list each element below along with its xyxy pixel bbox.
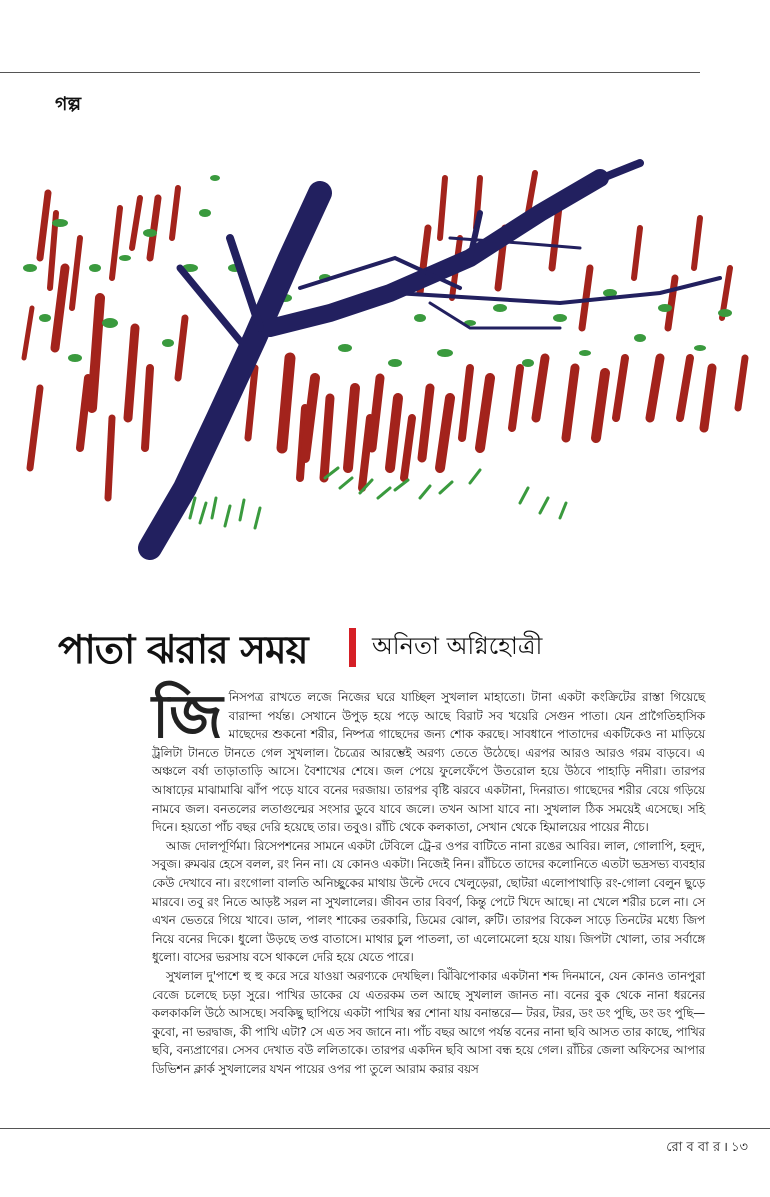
section-label-main: গল bbox=[55, 93, 82, 115]
article-author: অনিতা অগ্নিহোত্রী bbox=[372, 632, 543, 660]
paragraph-2: আজ দোলপূর্ণিমা। রিসেপশনের সামনে একটা টেবিলে ট্রে-র ওপর বাটিতে নানা রঙের আবির। লাল, গোলাপি, হলুদ, সবুজ। রুমঝর হেসে বলল, রং নিন না। যে কোনও একটা। নিজেই নিন। রাঁচিতে তাদের কলোনিতে এতটা ভদ্রসভ্য ব্যবহার কেউ দেখাবে না। রংগোলা বালতি অনিচ্ছুকের মাথায় উল্টে দেবে খেলুড়েরা, ছোটরা এলোপাথাড়ি রং-গোলা বেলুন ছুড়ে মারবে। তবু রং নিতে আড়ষ্ট সরল না সুখলালের। জীবন তার বিবর্ণ, কিন্তু পেটে খিদে আছে। না খেলে শরীর চলে না। সে এখন ভেতরে গিয়ে খাবে। ডাল, পালং শাকের তরকারি, ডিমের ঝোল, রুটি। তারপর বিকেল সাড়ে তিনটের মধ্যে জিপ নিয়ে বনের দিকে। ধুলো উড়ছে তপ্ত বাতাসে। মাথার চুল পাতলা, তা এলোমেলো হয়ে যায়। জিপটা খোলা, তার সর্বাঙ্গে ধুলো। বাসের ভরসায় বসে থাকলে দেরি হয়ে যেতে পারে। bbox=[152, 838, 705, 965]
green-brush-dabs bbox=[23, 175, 732, 367]
footer-separator: । bbox=[723, 1140, 729, 1155]
paragraph-1-text: নিসপত্র রাখতে লজে নিজের ঘরে যাচ্ছিল সুখলাল মাহাতো। টানা একটা কংক্রিটের রাস্তা গিয়েছে বারান্দা পর্যন্ত। সেখানে উপুড় হয়ে পড়ে আছে বিরাট সব খয়েরি সেগুন পাতা। যেন প্রাগৈতিহাসিক মাছেদের শুকনো শরীর, নিষ্পত্র গাছেদের জন্য শোক করছে। সাবধানে পাতাদের একটিকেও না মাড়িয়ে ট্রলিটা টানতে টানতে গেল সুখলাল। চৈত্রের আরম্ভেই অরণ্য তেতে উঠেছে। এরপর আরও আরও গরম বাড়বে। এ অঞ্চলে বর্ষা তাড়াতাড়ি আসে। বৈশাখের শেষে। জল পেয়ে ফুলেফেঁপে উতরোল হয়ে উঠবে পাহাড়ি নদীরা। তারপর আষাঢ়ের মাঝামাঝি ঝাঁপ পড়ে যাবে বনের দরজায়। তারপর বৃষ্টি ঝরবে একটানা, দিনরাত। গাছেদের শরীর বেয়ে গড়িয়ে নামবে জল। বনতলের লতাগুল্মের সংসার ডুবে যাবে জলে। তখন আসা যাবে না। সুখলাল ঠিক সময়েই এসেছে। সহি দিনে। হয়তো পাঁচ বছর দেরি হয়েছে তার। তবুও। রাঁচি থেকে কলকাতা, সেখান থেকে হিমালয়ের পায়ের নীচে। bbox=[152, 690, 705, 835]
article-title: পাতা ঝরার সময় bbox=[58, 628, 308, 673]
magazine-name: রো ব বা র bbox=[666, 1140, 721, 1155]
page-footer bbox=[663, 1137, 748, 1159]
top-rule bbox=[0, 72, 700, 73]
drop-cap: জি bbox=[152, 682, 223, 752]
title-separator-bar bbox=[349, 628, 356, 667]
article-body bbox=[152, 682, 705, 1078]
story-illustration bbox=[0, 118, 770, 588]
page-number: ১৩ bbox=[731, 1140, 748, 1155]
green-grass-strokes bbox=[190, 468, 566, 528]
paragraph-3: সুখলাল দু'পাশে হু হু করে সরে যাওয়া অরণ্যকে দেখছিল। ঝিঁঝিপোকার একটানা শব্দ দিনমানে, যেন কোনও তানপুরা বেজে চলেছে চড়া সুরে। পাখির ডাকের যে এতরকম তল আছে সুখলাল জানত না। বনের বুক থেকে নানা ধরনের কলকাকলি উঠে আসছে। সবকিছু ছাপিয়ে একটা পাখির স্বর শোনা যায় বনান্তরে— টরর, টরর, ডং ডং পুছি, ডং ডং পুছি— কুবো, না ভরদ্বাজ, কী পাখি এটা? সে এত সব জানে না। পাঁচ বছর আগে পর্যন্ত বনের নানা ছবি আসত তার কাছে, পাখির ছবি, বন্যপ্রাণের। সেসব দেখাত বউ ললিতাকে। তারপর একদিন ছবি আসা বন্ধ হয়ে গেল। রাঁচির জেলা অফিসের আপার ডিভিশন ক্লার্ক সুখলালের যখন পায়ের ওপর পা তুলে আরাম করার বয়স bbox=[152, 968, 705, 1076]
blue-branches bbox=[150, 163, 720, 548]
paragraph-1 bbox=[152, 682, 705, 837]
bottom-rule bbox=[0, 1128, 770, 1129]
